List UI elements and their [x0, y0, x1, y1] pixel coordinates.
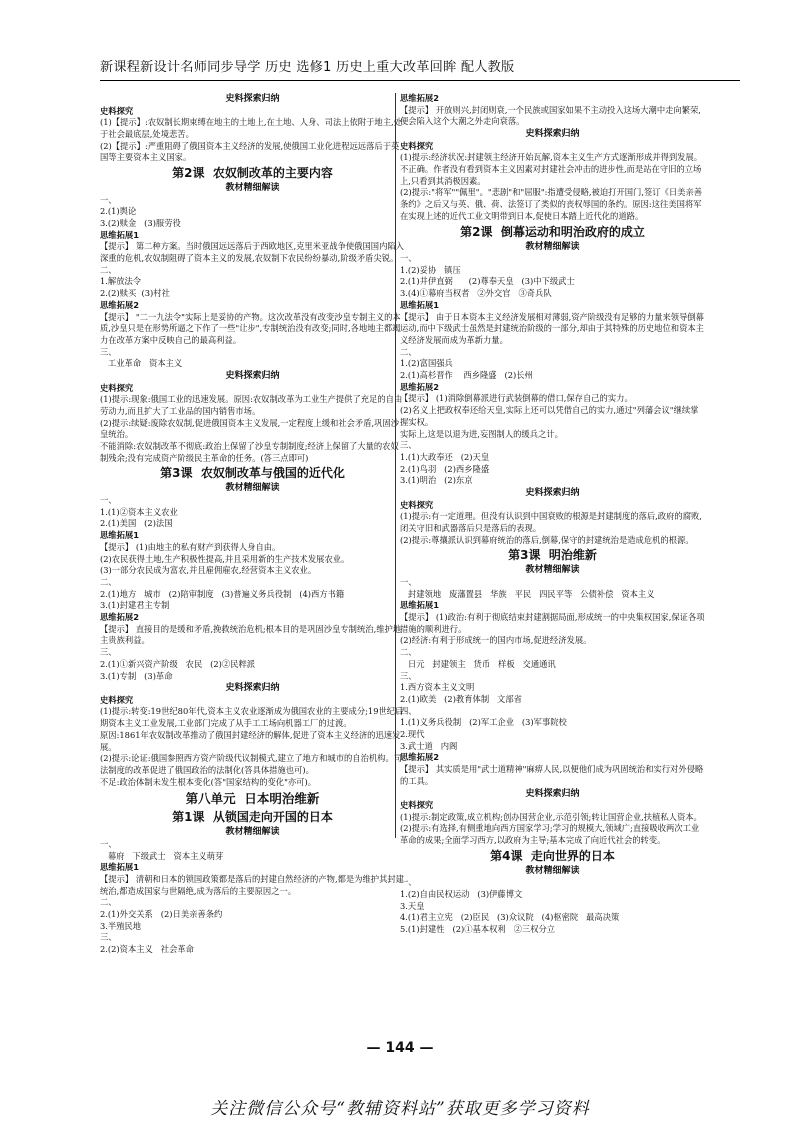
answer-line: 不足:政治体制未发生根本变化(答"国家结构的变化"亦可)。	[100, 776, 317, 787]
answer-line: 二、	[400, 647, 417, 658]
answer-line: (2)提示:尊攘派认识到幕府统治的落后,倒幕,保守的封建统治是造成危机的根源。	[400, 534, 694, 545]
answer-line: 【提示】 其实质是用"武士道精神"麻痹人民,以便他们成为巩固统治和实行对外侵略的工具。	[400, 764, 704, 786]
answer-line: 2.(1)井伊直弼 (2)尊奉天皇 (3)中下级武士	[400, 276, 575, 287]
block-label: 史料探究	[100, 694, 134, 705]
block-label: 思维拓展2	[400, 752, 439, 763]
left-column	[100, 93, 405, 956]
answer-line: 1.(2)富国强兵	[400, 358, 453, 369]
answer-line: (2)提示:续疑:废除农奴制,促进俄国资本主义发展,一定程度上缓和社会矛盾,巩固沙皇统治。	[100, 417, 400, 440]
answer-line: 一、	[100, 494, 117, 505]
answer-line: 2.(1)欧美 (2)教育体制 文部省	[400, 693, 522, 704]
block-label: 史料探究	[400, 800, 434, 811]
answer-line: 【提示】 第二种方案。当时俄国远远落后于西欧地区,克里米亚战争使俄国国内陷入深重的危机,农奴制阻碍了资本主义的发展,农奴制下农民纷纷暴动,阶级矛盾尖锐。	[100, 241, 404, 264]
answer-line: 工业革命 资本主义	[100, 358, 183, 369]
answer-line: 3.天皇	[400, 900, 425, 911]
answer-line: 4.(1)君主立宪 (2)臣民 (3)众议院 (4)枢密院 最高决策	[400, 912, 620, 923]
answer-line: 一、	[100, 194, 117, 205]
answer-line: (2)农民获得土地,生产积极性提高,并且采用新的生产技术发展农业。	[100, 553, 350, 564]
answer-line: 3.(4)①幕府当权者 ②外交官 ③奇兵队	[400, 288, 552, 299]
section-subheading: 教材精细解读	[525, 241, 580, 252]
lesson-heading: 第3课 农奴制改革与俄国的近代化	[160, 466, 345, 481]
section-subheading: 史料探索归纳	[525, 788, 580, 799]
answer-line: 2.(1)美国 (2)法国	[100, 518, 173, 529]
answer-line: 【提示】 (1)由地主的私有财产到获得人身自由。	[100, 541, 281, 552]
answer-line: 【提示】 "二一九法令"实际上是妥协的产物。这次改革没有改变沙皇专制主义的本质,沙皇只是在形势所逼之下作了一些"让步",专制统治没有改变;同时,各地地主都竭力在改革方案中反映自己的最高利益。	[100, 311, 401, 345]
answer-line: (2)提示:"将军""佩里"。"悲剧"和"屈服":指遭受侵略,被迫打开国门,签订《日美亲善条约》之后又与英、俄、荷、法签订了类似的丧权辱国的条约。原因:这往美国将军在实现上述的近代工业文明带到日本,促使日本踏上近代化的道路。	[400, 187, 703, 221]
answer-line: 一、	[100, 838, 117, 849]
answer-line: 幕府 下级武士 资本主义萌芽	[100, 850, 224, 861]
section-subheading: 史料探索归纳	[525, 129, 580, 140]
answer-line: (2)提示:有选择,有侧重地向西方国家学习;学习的规模大,领域广;直接吸收两次工业革命的成果;全面学习西方,以政府为主导;基本完成了向近代社会的转变。	[400, 823, 700, 846]
section-subheading: 教材精细解读	[225, 483, 280, 494]
answer-line: (1)提示:转变:19世纪80年代,资本主义农业逐渐成为俄国农业的主要成分;19世纪后期资本主义工业发展,工业部门完成了从手工工场向机器工厂的过渡。	[100, 706, 404, 729]
answer-line: 3.(1)明治 (2)东京	[400, 475, 473, 486]
answer-line: (1)提示:现象:俄国工业的迅速发展。原因:农奴制改革为工业生产提供了充足的自由劳动力,而且扩大了工业品的国内销售市场。	[100, 394, 403, 416]
answer-line: 二、	[100, 576, 117, 587]
answer-line: 不能消除:农奴制改革不彻底:政治上保留了沙皇专制制度;经济上保留了大量的农奴制残余;没有完成资产阶级民主革命的任务。(答三点即可)	[100, 441, 399, 463]
section-subheading: 史料探索归纳	[225, 94, 280, 104]
answer-line: (1)提示:制定政策,成立机构;创办国营企业,示范引领;转让国营企业,扶植私人资本。	[400, 811, 702, 822]
block-label: 史料探究	[100, 382, 134, 393]
block-label: 思维拓展2	[400, 93, 439, 103]
answer-line: 2.(2)资本主义 社会革命	[100, 944, 194, 955]
answer-line: 2.(1)地方 城市 (2)陪审制度 (3)普遍义务兵役制 (4)西方书籍	[100, 588, 345, 599]
answer-line: 三、	[400, 440, 417, 451]
answer-line: 1.(1)②资本主义农业	[100, 506, 178, 517]
answer-line: 【提示】 直接目的是缓和矛盾,挽救统治危机;根本目的是巩固沙皇专制统治,维护地主贵族利益。	[100, 623, 402, 646]
block-label: 史料探究	[400, 140, 434, 151]
answer-line: (2)名义上把政权奉还给天皇,实际上还可以凭借自己的实力,通过"列藩会议"继续掌握实权。	[400, 405, 699, 427]
answer-line: 一、	[400, 576, 417, 587]
section-subheading: 史料探索归纳	[225, 371, 280, 382]
answer-line: 日元 封建领主 货币 样板 交通通讯	[400, 658, 556, 669]
section-subheading: 教材精细解读	[225, 183, 280, 194]
section-subheading: 史料探索归纳	[525, 488, 580, 499]
answer-line: (3)一部分农民成为富农,并且雇佣雇农,经营资本主义农业。	[100, 565, 317, 576]
lesson-heading: 第3课 明治维新	[508, 548, 597, 563]
answer-line: 三、	[400, 670, 417, 681]
answer-line: 【提示】 (1)消除倒幕派进行武装倒幕的借口,保存自己的实力。	[400, 393, 633, 404]
answer-line: 3.半殖民地	[100, 920, 142, 931]
lesson-heading: 第1课 从锁国走向开国的日本	[172, 810, 333, 825]
unit-heading: 第八单元 日本明治维新	[185, 791, 320, 807]
answer-line: (1)提示:有一定道理。但没有认识到中国衰败的根源是封建制度的落后,政府的腐败,闭关守旧和武器落后只是落后的表现。	[400, 511, 702, 533]
answer-line: 1.(2)妥协 镇压	[400, 264, 461, 275]
answer-line: (2)经济:有利于形成统一的国内市场,促进经济发展。	[400, 635, 592, 646]
section-subheading: 教材精细解读	[525, 865, 580, 876]
block-label: 思维拓展2	[100, 299, 139, 310]
block-label: 史料探究	[400, 499, 434, 510]
answer-line: (2)提示:论证:俄国参照西方资产阶级代议制模式,建立了地方和城市的自治机构。司法制度的改革促进了俄国政治的法制化(答具体措施也可)。	[100, 753, 403, 775]
answer-line: (2)【提示】:严重阻碍了俄国资本主义经济的发展,使俄国工业化进程远远落后于英国等主要资本主义国家。	[100, 140, 400, 163]
running-header: 新课程新设计名师同步导学 历史 选修1 历史上重大改革回眸 配人教版	[100, 60, 515, 75]
answer-line: 1.解放法令	[100, 276, 142, 287]
answer-line: 四、	[400, 705, 417, 716]
column-divider	[395, 93, 396, 838]
block-label: 思维拓展1	[100, 862, 139, 873]
page-number: — 144 —	[366, 1040, 434, 1056]
answer-line: 1.(2)自由民权运动 (3)伊藤博文	[400, 889, 523, 900]
answer-line: 二、	[400, 346, 417, 357]
answer-line: 2.现代	[400, 729, 425, 740]
section-subheading: 史料探索归纳	[225, 683, 280, 694]
answer-line: 2.(1)外交关系 (2)日美亲善条约	[100, 909, 223, 920]
header-rule	[100, 80, 740, 81]
answer-line: 1.(1)义务兵役制 (2)军工企业 (3)军事院校	[400, 717, 567, 728]
lesson-heading: 第2课 农奴制改革的主要内容	[172, 166, 333, 181]
answer-line: 5.(1)封建性 (2)①基本权利 ②三权分立	[400, 924, 556, 935]
answer-line: 1.(1)大政奉还 (2)天皇	[400, 451, 490, 462]
answer-line: 三、	[100, 346, 117, 357]
answer-line: (1)【提示】:农奴制长期束缚在地主的土地上,在土地、人身、司法上依附于地主,处于社会最底层,处境悲苦。	[100, 117, 402, 139]
answer-line: 三、	[100, 647, 117, 658]
block-label: 思维拓展1	[400, 299, 439, 310]
answer-line: 原因:1861年农奴制改革推动了俄国封建经济的解体,促进了资本主义经济的迅速发展。	[100, 729, 401, 752]
block-label: 思维拓展2	[400, 381, 439, 392]
answer-line: 1.西方资本主义文明	[400, 682, 475, 693]
answer-line: 三、	[100, 932, 117, 943]
answer-line: 一、	[400, 253, 417, 264]
answer-line: 2.(1)高杉晋作 西乡隆盛 (2)长州	[400, 370, 533, 381]
answer-line: 2.(1)舆论	[100, 206, 137, 217]
answer-line: 【提示】 清朝和日本的锁国政策都是落后的封建自然经济的产物,都是为维护其封建统治,都造成国家与世隔绝,成为落后的主要原因之一。	[100, 873, 404, 896]
answer-line: 3.(1)专制 (3)革命	[100, 670, 173, 681]
answer-line: 二、	[100, 264, 117, 275]
answer-line: 3.(1)封建君主专制	[100, 600, 170, 611]
block-label: 思维拓展1	[100, 530, 139, 541]
answer-line: 【提示】 开放则兴,封闭则衰,一个民族或国家如果不主动投入这场大潮中走向繁荣,便会陷入这个大潮之外走向衰落。	[400, 104, 701, 127]
answer-line: 【提示】 由于日本资本主义经济发展相对薄弱,资产阶级没有足够的力量来领导倒幕运动,而中下级武士虽然是封建统治阶级的一部分,却由于其特殊的历史地位和资本主义经济发展而成为革新力量。	[400, 311, 704, 345]
block-label: 思维拓展1	[400, 600, 439, 611]
answer-line: 实际上,这是以退为进,妄图制人的缓兵之计。	[400, 428, 563, 439]
answer-line: (1)提示:经济状况:封建领主经济开始瓦解,资本主义生产方式逐渐形成并得到发展。不正确。作者没有看到资本主义因素对封建社会冲击的进步性,而是站在守旧的立场上,只看到其消极因素。	[400, 152, 703, 186]
answer-line: 一、	[400, 877, 417, 888]
lesson-heading: 第2课 倒幕运动和明治政府的成立	[460, 224, 645, 239]
answer-line: 2.(2)赎买 (3)村社	[100, 288, 170, 299]
block-label: 史料探究	[100, 105, 134, 116]
answer-line: 二、	[100, 897, 117, 908]
answer-line: 3.武士道 内阁	[400, 740, 458, 751]
answer-line: 2.(1)①新兴资产阶级 农民 (2)②民粹派	[100, 658, 256, 669]
answer-line: 【提示】 (1)政治:有利于彻底结束封建割据局面,形成统一的中央集权国家,保证各项措施的顺利进行。	[400, 612, 705, 634]
section-subheading: 教材精细解读	[225, 827, 280, 838]
answer-line: 封建领地 废藩置县 华族 平民 四民平等 公债补偿 资本主义	[400, 588, 655, 599]
block-label: 思维拓展1	[100, 229, 139, 240]
answer-line: 3.(2)赎金 (3)服劳役	[100, 217, 181, 228]
footer-note: 关注微信公众号“教辅资料站”获取更多学习资料	[210, 1099, 590, 1119]
answer-line: 2.(1)鸟羽 (2)西乡隆盛	[400, 463, 490, 474]
block-label: 思维拓展2	[100, 612, 139, 623]
lesson-heading: 第4课 走向世界的日本	[490, 848, 615, 863]
section-subheading: 教材精细解读	[525, 565, 580, 576]
right-column	[400, 93, 705, 936]
